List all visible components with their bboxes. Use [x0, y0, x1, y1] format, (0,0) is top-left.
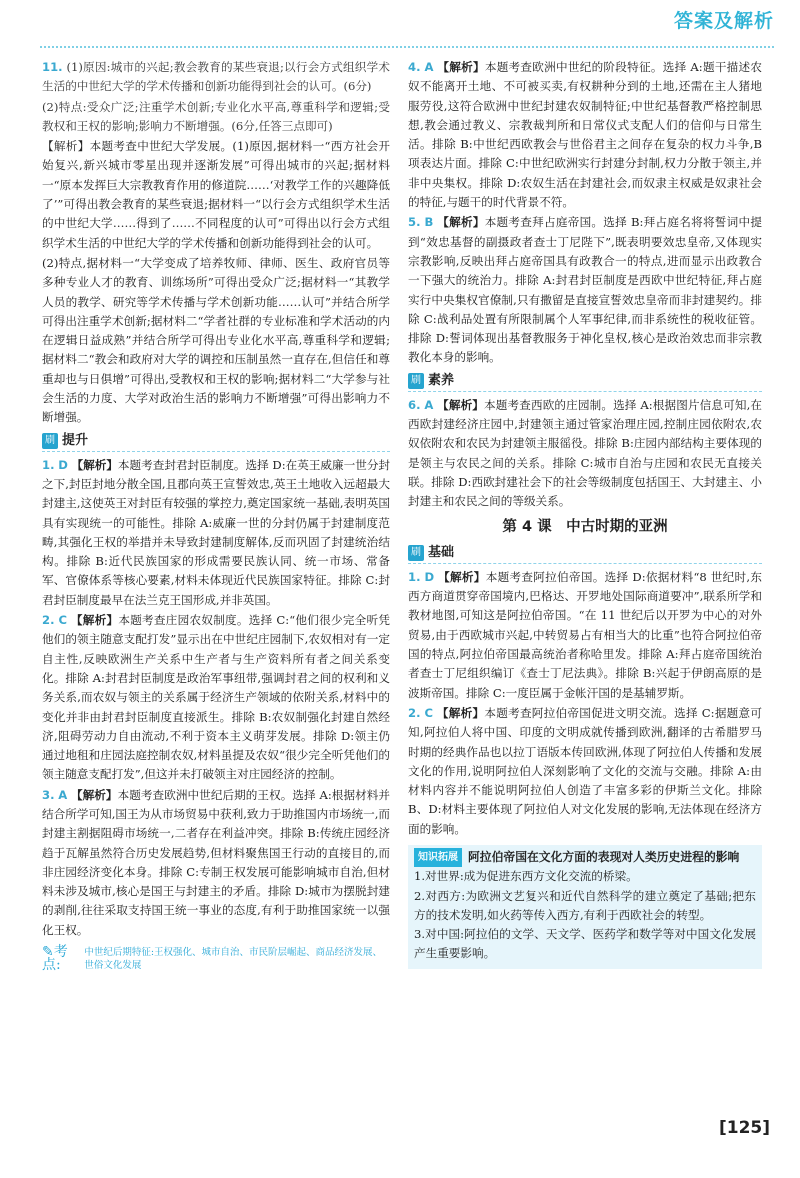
answer-letter: B: [424, 215, 434, 230]
analysis-text: 本题考查欧洲中世纪的阶段特征。选择 A:题干描述农奴不能离开土地、不可被买卖,有权耕种分到的土地,还需在主人猪地服劳役,这符合欧洲中世纪封建农奴制特征;中世纪基督教严格控制思想,教会通过教义、宗教裁判所和日常仪式支配人们的信仰与日常生活。排除 B:中世纪西欧教会与世俗君主之间存在复杂的权力斗争,B 项表达片面。排除 C:中世纪欧洲实行封建分封制,权力分散于领主,并非中央集权。排除 D:农奴生活在封建社会,而奴隶主权威是奴隶社会的特征,与题干的时代背景不符。: [408, 60, 762, 210]
section-header-suyang: [408, 371, 762, 392]
knowledge-item: 1.对世界:成为促进东西方文化交流的桥梁。: [414, 869, 638, 884]
section-title: 素养: [428, 373, 455, 389]
analysis-label: 【解析】: [71, 457, 118, 472]
knowledge-item: 2.对西方:为欧洲文艺复兴和近代自然科学的建立奠定了基础;把东方的技术发明,如火药等传入西方,有利于西欧社会的转型。: [414, 888, 756, 922]
page-number: [125]: [718, 1118, 770, 1138]
section-tag-icon: 刷: [408, 373, 424, 389]
question-number: 4.: [408, 60, 421, 74]
analysis-label: 【解析】: [438, 569, 486, 584]
analysis-label: 【解析】: [70, 787, 118, 802]
section-tag-icon: 刷: [408, 545, 424, 561]
analysis-text: 本题考查欧洲中世纪后期的王权。选择 A:根据材料并结合所学可知,国王为从市场贸易中获利,致力于助推国内市场统一,而封建主割据阻碍市场统一,二者存在利益冲突。排除 B:传统庄园经济趋于瓦解虽然符合历史发展趋势,但材料聚焦国王行动的直接目的,而非庄园经济变化本身。排除 C:专制王权发展可能影响城市自治,但材料未涉及城市,核心是国王与封建主的矛盾。排除 D:城市为摆脱封建的剥削,往往采取支持国王统一事业的态度,有利于助推国家统一以强化王权。: [42, 787, 390, 937]
question-6: [408, 396, 762, 512]
section-title: 基础: [428, 545, 455, 561]
lesson-title: 第 4 课 中古时期的亚洲: [502, 518, 668, 535]
analysis-label: 【解析】: [437, 397, 485, 412]
question-number: 1.: [42, 457, 55, 472]
answer-letter: A: [424, 60, 434, 74]
question-2: [42, 611, 390, 785]
section-title: 提升: [62, 432, 89, 448]
basic-question-1: [408, 568, 762, 703]
left-column: [42, 58, 390, 972]
question-number: 2.: [42, 613, 55, 628]
analysis-text: 本题考查封君封臣制度。选择 D:在英王威廉一世分封之下,封臣封地分散全国,且郡向英王宣誓效忠,英王土地收入远超最大封建主,这使英王对封臣有较强的掌控力,奠定国家统一基础,表明英国具有实现统一的可能性。排除 A:威廉一世的分封仍属于封建制度范畴,其强化王权的举措并未导致封建制度解体,反而巩固了封建统治结构。排除 B:近代民族国家的形成需要民族认同、统一市场、常备军、官僚体系等核心要素,材料未体现近代民族国家特征。排除 C:封君封臣制度最早在法兰克王国形成,并非英国。: [42, 457, 391, 607]
analysis-label: 【解析】: [436, 705, 485, 720]
question-11: [42, 58, 390, 428]
knowledge-title: 阿拉伯帝国在文化方面的表现对人类历史进程的影响: [468, 849, 740, 864]
answer-letter: A: [58, 787, 68, 802]
answer-letter: C: [424, 705, 433, 720]
question-number: 3.: [42, 787, 55, 802]
question-number: 1.: [408, 569, 421, 584]
answer-letter: A: [424, 397, 434, 412]
knowledge-extension-box: [408, 845, 762, 969]
section-tag-icon: 刷: [42, 433, 58, 449]
analysis-label: 【解析】: [437, 215, 485, 230]
analysis-text: 本题考查阿拉伯帝国。选择 D:依据材料“8 世纪时,东西方商道贯穿帝国境内,巴格达、开罗地处国际商道要冲”,联系所学和教材地图,可知这是阿拉伯帝国。“在 11 世纪后以开罗为中心的对外贸易,由于西欧城市兴起,中转贸易占有相当大的比重”也符合阿拉伯帝国的特点,阿拉伯帝国最高统治者称哈里发。排除 A:拜占庭帝国统治者查士丁尼组织编订《查士丁尼法典》。排除 B:兴起于伊朗高原的是波斯帝国。排除 C:一度臣属于金帐汗国的是基辅罗斯。: [408, 569, 763, 700]
analysis-text: 本题考查拜占庭帝国。选择 B:拜占庭名将将誓词中提到“效忠基督的副摄政者查士丁尼陛下”,既表明要效忠皇帝,又体现实宗教影响,反映出拜占庭帝国具有政教合一的特点,进而显示出政教合一下强大的统治力。排除 A:封君封臣制度是西欧中世纪特征,拜占庭实行中央集权官僚制,只有撒留是直接宣誓效忠皇帝而非封建契约。排除 C:战利品处置有所限制属个人军事纪律,而非系统性的税收征管。排除 D:誓词体现出基督教服务于神化皇权,核心是政治效忠而非宗教教化本身的影响。: [408, 215, 762, 365]
question-1: [42, 456, 390, 610]
knowledge-tag: 知识拓展: [414, 848, 462, 867]
question-3: [42, 786, 390, 940]
basic-question-2: [408, 704, 762, 839]
header-divider: [40, 46, 774, 48]
question-number: 5.: [408, 215, 421, 230]
section-header-tisheng: [42, 431, 390, 452]
question-5: [408, 213, 762, 367]
analysis-label: 【解析】: [70, 613, 119, 628]
analysis-text: 本题考查西欧的庄园制。选择 A:根据图片信息可知,在西欧封建经济庄园中,封建领主通过管家治理庄园,控制庄园依附农,农奴依附农和农民为封建领主服徭役。排除 B:庄园内部结构主要体现的是领主与农民之间的关系。排除 C:城市自治与庄园和农民无直接关联。排除 D:西欧封建社会下的社会等级制度包括国王、大封建主、小封建主和农民之间的等级关系。: [408, 397, 762, 509]
analysis-paragraph: (2)特点,据材料一“大学变成了培养牧师、律师、医生、政府官员等多种专业人才的教育、训练场所”可得出受众广泛;据材料一“其教学人员的教学、研究等学术传播与学术创新功能……认可”并结合所学可得出注重学术创新;据材料二“学者社群的专业标准和学术活动的内在逻辑日益成熟”并结合所学可得出专业化水平高,尊重科学和逻辑;据材料二“教会和政府对大学的调控和压制虽然一直存在,但信任和尊重却也与日俱增”可得出,受教权和王权的影响;据材料二“大学参与社会生活的力度、大学对政治生活的影响力不断增强”可得出影响力不断增强。: [42, 255, 390, 425]
answer-letter: C: [58, 613, 67, 628]
pencil-icon: ✎考点:: [42, 944, 68, 974]
answer-letter: D: [58, 457, 68, 472]
answer-letter: D: [424, 569, 435, 584]
question-4: [408, 58, 762, 212]
analysis-paragraph: 【解析】本题考查中世纪大学发展。(1)原因,据材料一“西方社会开始复兴,新兴城市零星出现并逐渐发展”可得出城市的兴起;据材料一“原本发挥巨大宗教教育作用的修道院……‘对教学工作的兴趣降低了’”可得出教会教育的某些衰退;据材料一“以行会方式组织学术生活的中世纪大学……得到了……不同程度的认可”可得出以行会方式组织学术生活的中世纪大学的学术传播和创新功能得到社会的认可。: [42, 139, 390, 250]
page-header-title: 答案及解析: [673, 10, 774, 32]
exam-point-note: [42, 946, 390, 972]
right-column: [408, 58, 762, 969]
analysis-label: 【解析】: [437, 60, 485, 74]
section-header-jichu: [408, 543, 762, 564]
question-number: 11.: [42, 60, 63, 74]
knowledge-item: 3.对中国:阿拉伯的文学、天文学、医药学和数学等对中国文化发展产生重要影响。: [414, 927, 756, 961]
analysis-text: 本题考查庄园农奴制度。选择 C:“他们很少完全听凭他们的领主随意支配打发”显示出在中世纪庄园制下,农奴相对有一定自主性,反映欧洲生产关系中生产者与生产资料所有者之间关系变化。排除 A:封君封臣制度是政治军事纽带,强调封君之间的权利和义务关系,而农奴与领主的关系属于经济生产领域的依附关系,材料中的变化并非由封君封臣制度直接派生。排除 B:农奴制强化封建自然经济,阻碍劳动力自由流动,不利于资本主义萌芽发展。排除 D:领主仍通过地租和庄园法庭控制农奴,材料虽提及农奴“很少完全听凭他们的领主随意支配打发”,但这并未打破领主对庄园经济的控制。: [42, 613, 390, 782]
knowledge-box-header: [414, 848, 756, 867]
question-number: 6.: [408, 397, 421, 412]
question-number: 2.: [408, 705, 421, 720]
answer-line: (2)特点:受众广泛;注重学术创新;专业化水平高,尊重科学和逻辑;受教权和王权的影响;影响力不断增强。(6分,任答三点即可): [42, 99, 390, 133]
answer-line: (1)原因:城市的兴起;教会教育的某些衰退;以行会方式组织学术生活的中世纪大学的学术传播和创新功能得到社会的认可。(6分): [42, 60, 390, 94]
analysis-text: 本题考查阿拉伯帝国促进文明交流。选择 C:据题意可知,阿拉伯人将中国、印度的文明成就传播到欧洲,翻译的古希腊罗马时期的经典作品也以拉丁语版本传回欧洲,体现了阿拉伯人传播和发展文化的作用,说明阿拉伯人深刻影响了文化的交流与交融。排除 A:由材料内容并不能说明阿拉伯人创造了丰富多彩的伊斯兰文化。排除 B、D:材料主要体现了阿拉伯人对文化发展的影响,无法体现在经济方面的影响。: [408, 705, 762, 836]
exam-point-text: 中世纪后期特征:王权强化、城市自治、市民阶层崛起、商品经济发展、世俗文化发展: [84, 947, 383, 972]
